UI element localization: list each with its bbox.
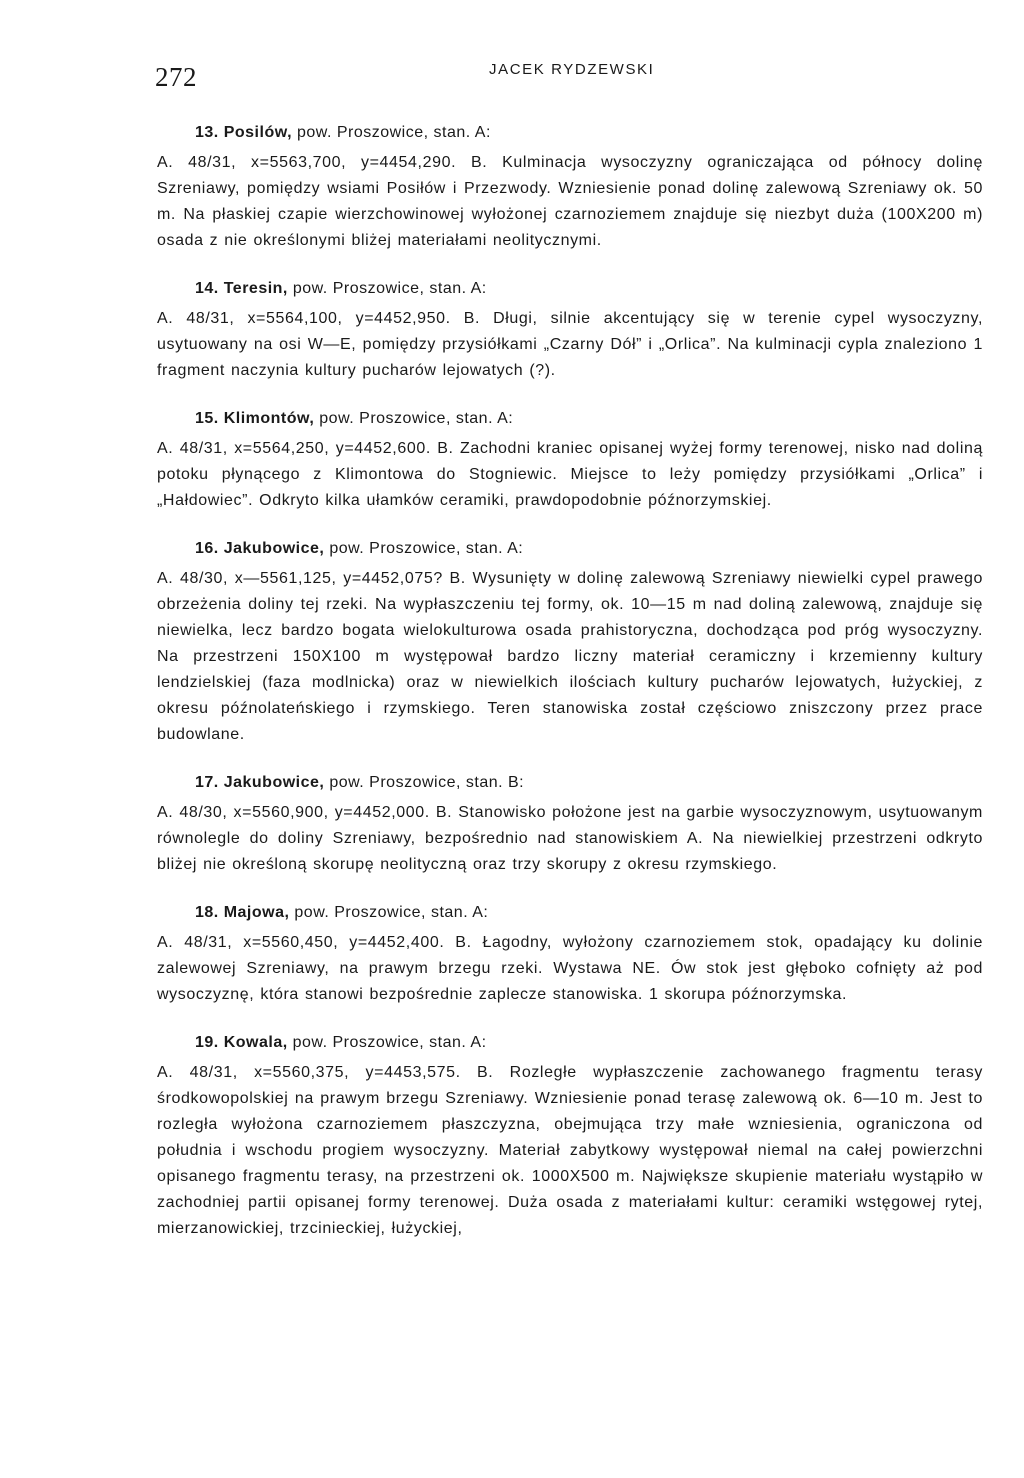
entry-text: A. 48/31, x=5563,700, y=4454,290. B. Kulminacja wysoczyzny ograniczająca od północy dolinę Szreniawy, pomiędzy wsiami Posiłów i Przezwody. Wzniesienie ponad dolinę zalewową Szreniawy ok. 50 m. Na płaskiej czapie wierzchowinowej wyłożonej czarnoziemem znajduje się niezbyt duża (100X200 m) osada z nie określonymi bliżej materiałami neolitycznymi. [157, 154, 983, 249]
entry-15 [157, 406, 983, 514]
page-body [157, 120, 983, 1264]
site-name: Majowa, [223, 904, 290, 921]
site-admin: pow. Proszowice, stan. B: [329, 774, 525, 791]
site-name: Teresin, [223, 280, 288, 297]
entry-number: 13. [195, 124, 219, 141]
entry-heading [157, 900, 983, 925]
entry-17 [157, 770, 983, 878]
entry-heading [157, 406, 983, 431]
page-number: 272 [155, 62, 197, 92]
entry-19 [157, 1030, 983, 1242]
entry-number: 14. [195, 280, 219, 297]
entry-heading [157, 120, 983, 145]
entry-number: 16. [195, 540, 219, 557]
entry-13 [157, 120, 983, 254]
site-admin: pow. Proszowice, stan. A: [296, 124, 491, 141]
entry-16 [157, 536, 983, 748]
entry-heading [157, 276, 983, 301]
site-admin: pow. Proszowice, stan. A: [294, 904, 489, 921]
site-admin: pow. Proszowice, stan. A: [292, 1034, 487, 1051]
entry-18 [157, 900, 983, 1008]
entry-number: 19. [195, 1034, 219, 1051]
entry-text: A. 48/30, x—5561,125, y=4452,075? B. Wysunięty w dolinę zalewową Szreniawy niewielki cypel prawego obrzeżenia doliny tej rzeki. Na wypłaszczeniu tej formy, ok. 10—15 m nad doliną zalewową, znajduje się niewielka, lecz bardzo bogata wielokulturowa osada prahistoryczna, dochodząca pod próg wysoczyzny. Na przestrzeni 150X100 m występował bardzo liczny materiał ceramiczny i krzemienny kultury lendzielskiej (faza modlnicka) oraz w niewielkich ilościach kultury pucharów lejowatych, łużyckiej, z okresu późnolateńskiego i rzymskiego. Teren stanowiska został częściowo zniszczony przez prace budowlane. [157, 570, 983, 743]
entry-heading [157, 1030, 983, 1055]
entry-number: 17. [195, 774, 219, 791]
site-admin: pow. Proszowice, stan. A: [292, 280, 487, 297]
site-admin: pow. Proszowice, stan. A: [329, 540, 524, 557]
site-name: Jakubowice, [223, 774, 325, 791]
site-name: Kowala, [223, 1034, 288, 1051]
entry-text: A. 48/31, x=5560,450, y=4452,400. B. Łagodny, wyłożony czarnoziemem stok, opadający ku dolinie zalewowej Szreniawy, na prawym brzegu rzeki. Wystawa NE. Ów stok jest głęboko cofnięty aż pod wysoczyznę, która stanowi bezpośrednie zaplecze stanowiska. 1 skorupa późnorzymska. [157, 934, 983, 1003]
entry-text: A. 48/31, x=5560,375, y=4453,575. B. Rozległe wypłaszczenie zachowanego fragmentu terasy środkowopolskiej na prawym brzegu Szreniawy. Wzniesienie ponad terasę zalewową ok. 6—10 m. Jest to rozległa wyłożona czarnoziemem płaszczyzna, obejmująca trzy małe wzniesienia, ograniczona od południa i wschodu progiem wysoczyzny. Materiał zabytkowy występował niemal na całej powierzchni opisanego fragmentu terasy, na przestrzeni ok. 1000X500 m. Największe skupienie materiału wystąpiło w zachodniej partii opisanej formy terenowej. Duża osada z materiałami kultur: ceramiki wstęgowej rytej, mierzanowickiej, trzcinieckiej, łużyckiej, [157, 1064, 983, 1237]
entry-number: 15. [195, 410, 219, 427]
site-name: Jakubowice, [223, 540, 325, 557]
entry-heading [157, 770, 983, 795]
running-head: JACEK RYDZEWSKI [489, 61, 655, 78]
entry-heading [157, 536, 983, 561]
site-admin: pow. Proszowice, stan. A: [319, 410, 514, 427]
site-name: Klimontów, [223, 410, 315, 427]
entry-text: A. 48/30, x=5560,900, y=4452,000. B. Stanowisko położone jest na garbie wysoczyznowym, usytuowanym równolegle do doliny Szreniawy, bezpośrednio nad stanowiskiem A. Na niewielkiej przestrzeni odkryto bliżej nie określoną skorupę neolityczną oraz trzy skorupy z okresu rzymskiego. [157, 804, 983, 873]
entry-text: A. 48/31, x=5564,100, y=4452,950. B. Długi, silnie akcentujący się w terenie cypel wysoczyzny, usytuowany na osi W—E, pomiędzy przysiółkami „Czarny Dół” i „Orlica”. Na kulminacji cypla znaleziono 1 fragment naczynia kultury pucharów lejowatych (?). [157, 310, 983, 379]
entry-number: 18. [195, 904, 219, 921]
entry-14 [157, 276, 983, 384]
site-name: Posilów, [223, 124, 293, 141]
entry-text: A. 48/31, x=5564,250, y=4452,600. B. Zachodni kraniec opisanej wyżej formy terenowej, nisko nad doliną potoku płynącego z Klimontowa do Stogniewic. Miejsce to leży pomiędzy przysiółkami „Orlica” i „Hałdowiec”. Odkryto kilka ułamków ceramiki, prawdopodobnie późnorzymskiej. [157, 440, 983, 509]
